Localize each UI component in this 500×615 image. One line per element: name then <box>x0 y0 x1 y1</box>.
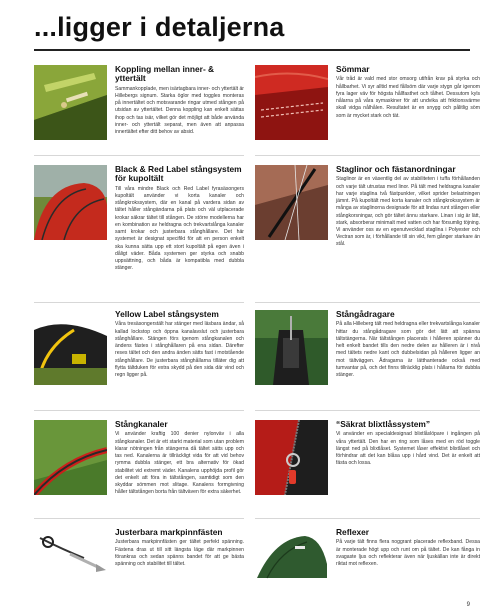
pole-tensioner-photo <box>255 310 328 385</box>
row-divider <box>34 518 244 519</box>
row-divider <box>34 155 244 156</box>
feature-heading: Reflexer <box>336 527 370 537</box>
feature-heading: Yellow Label stångsystem <box>115 309 219 319</box>
feature-heading: Staglinor och fästanordningar <box>336 164 456 174</box>
yellow-tent-pole-photo <box>34 310 107 385</box>
stake-loop-photo <box>34 528 107 580</box>
guy-line-photo <box>255 165 328 240</box>
feature-heading: Stångådragare <box>336 309 395 319</box>
page-title: ...ligger i detaljerna <box>34 12 285 42</box>
row-divider <box>255 410 480 411</box>
feature-body: Vår tråd är vald med stor omsorg utifrån krav på styrka och hållbarhet. Vi syr alltid med fållsöm där varje stygn går igenom fyra lager väv för högsta hållfasthet och tålhet. Dessutom kyls nålarna på våra symaskiner för att undvika att friktionsvärme skall vidga nålhålen. Resultatet är en snygg och pålitlig söm som är mycket stark och tät. <box>336 76 480 119</box>
row-divider <box>255 155 480 156</box>
row-divider <box>255 302 480 303</box>
feature-body: Sammankopplade, men isärtagbara inner- och yttertält är Hillebergs signum. Starka öglor med toggles monteras på innertältet och motsvarande ringar utmed stången på utsidan av yttertältet. Denna koppling kan enkelt sättas ihop och tas isär, vilket gör det möjligt att både använda inner- och yttertält separat, men även att anpassa innertältet efter ditt behov av absid. <box>115 85 244 136</box>
page-number: 9 <box>466 602 470 608</box>
feature-heading: Sömmar <box>336 64 370 74</box>
tent-fabric-coupling-photo <box>34 65 107 140</box>
feature-body: Till våra mindre Black och Red Label fyrasäsongers kupoltält använder vi korta kanaler och stångkrokssystem, där en kanal på vardera sidan av tältet håller stångändarna på plats och väl utplacerade krokar säkrar tältet till stången. De större modellerna har en kombination av heldragna och trekvartslånga kanaler samt krokar och justerbara stånghållare. Det här systemet är designat specifikt för att en person enkelt ska kunna sätta upp ett stort kupoltält på egen även i dåligt väder. Båda systemen ger styrka och snabb uppsättning, och båda är kompatibla med dubbla stänger. <box>115 185 244 272</box>
row-divider <box>255 518 480 519</box>
feature-body: Justerbara markpinnfästen ger tältet perfekt spänning. Fästena dras ut till sitt längsta läge där markpinnen förankras och sedan spänns bandet för att ge bästa spänning och stabilitet till tältet. <box>115 539 244 568</box>
feature-body: Staglinor är en väsentlig del av stabiliteten i tuffa förhållanden och varje tält utrustas med linor. På tält med heldragna kanaler har varje staglina två fästpunkter, vilket sprider belastningen jämnt. På kupoltält med korta kanaler och stångkrokssystem är många av staglinorna designade för att lindas runt stången eller stångkorsningar, och gör tältet ännu starkare. Linan i sig är lätt, stark, absorberar minimalt med vatten och har försumlig töjning. Vi använder oss av en egenutvecklad staglina i Polyester och Vectran som är, i förhållande till sin vikt, fem gånger starkare än stål. <box>336 176 480 248</box>
row-divider <box>34 410 244 411</box>
feature-body: På alla Hilleberg tält med heldragna eller trekvartslånga kanaler hittar du stångådragare som gör det lätt att spänna tältstängerna. När tältstången placerats i hålleren spänner du helt enkelt bandet tills den nedre delen av hålleren är i nivå med tältets nedre kant och dubbelsidan på hålleren ligger an mot tältväggen. Ådragarna är lätthanterade också med tumvantar på, och det finns tillräcklig plats i hållarna för dubbla stänger. <box>336 321 480 378</box>
feature-body: Våra tresäsongerstält har stänger med läsbara ändar, så kallad lockstop och öppna kanalavslut och justerbara stånghållare. Stängen förs igenom stångkanalen och ändens fästes i stånghållaren på ena sidan. Därefter reses tältet och den andra änden sätts fast i motstående stånghållare. De justerbara stånghållarna tilläter dig att flytta tältduken för extra skydd på den sida där vind och regn ligger på. <box>115 321 244 378</box>
dome-tent-photo <box>34 165 107 240</box>
row-divider <box>34 302 244 303</box>
feature-heading: Black & Red Label stångsystem för kupoltält <box>115 164 242 184</box>
zipper-toggle-photo <box>255 420 328 495</box>
feature-heading: Stångkanaler <box>115 419 168 429</box>
title-rule <box>34 49 470 51</box>
feature-heading: Justerbara markpinnfästen <box>115 527 223 537</box>
feature-body: Vi använder en specialdesignad blixtlåslöpare i ingången på våra yttertält. Den har en ring som låses med en röd toggle längst ned på blixtlåset. Systemet låser effektivt blixtlåset och förhindrar att det kan blåsa upp i hård vind. Det är enkelt att fästa och lossa. <box>336 431 480 467</box>
feature-body: Vi använder kraftig 100 denier nylonväv i alla stångkanaler. Det är ett starkt material som utan problem klarar nötningen från stängerna då tältet sätts upp och tas ned. Kanalerna är tillräckligt vida för att vid behov rymma dubbla stänger, ett bra alternativ för ökad stabilitet vid extremt väder. Kanalens upphöjda profil gör det enkelt att föra in tältstången, samtidigt som den skyddar sömmen mot slitage. Kanalens formgivning håller tältstången borta från tältväven för extra säkerhet. <box>115 431 244 496</box>
feature-heading: “Säkrat blixtlåssystem” <box>336 419 431 429</box>
seam-stitching-photo <box>255 65 328 140</box>
pole-sleeve-photo <box>34 420 107 495</box>
feature-body: På varje tält finns flera noggrant placerade reflexband. Dessa är monterade högt upp och runt om på tältet. De kan fånga in svagaste ljus och reflekterar även när ljuskällan inte är direkt riktat mot reflexen. <box>336 539 480 568</box>
feature-heading: Koppling mellan inner- & yttertält <box>115 64 215 84</box>
reflector-tent-photo <box>255 528 328 580</box>
